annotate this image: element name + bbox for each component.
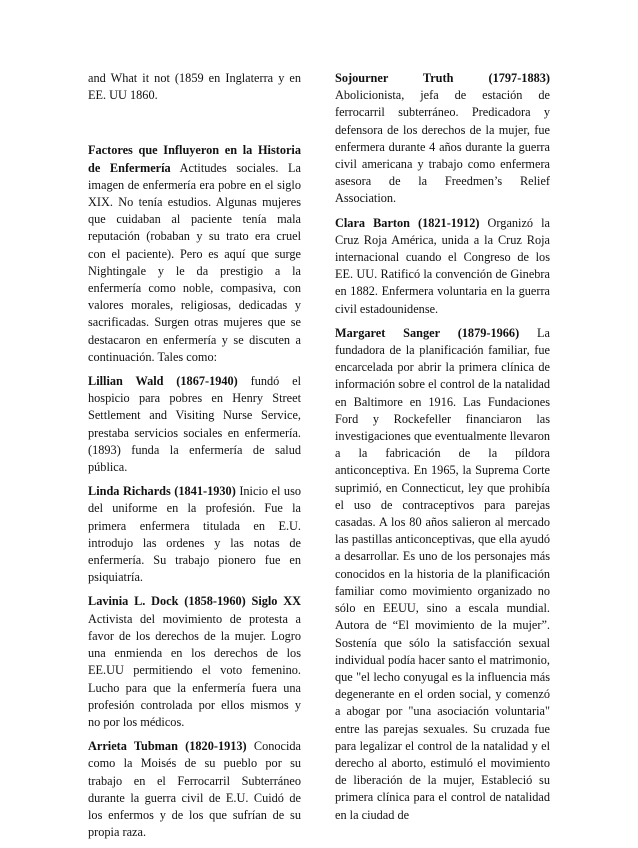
paragraph-text: Actitudes sociales. La imagen de enfermería era pobre en el siglo XIX. No tenía estudios. Algunas mujeres que cuidaban al paciente tenía mala reputación (robaban y su trato era cruel con el paciente). Pero es aquí que surge Nightingale y le da prestigio a la enfermería como noble, compasiva, con valores morales, religiosas, dedicadas y sacrificadas. Surgen otras mujeres que se destacaron en enfermería y se discuten a continuación. Tales como: xyxy=(88,160,301,364)
paragraph-lead: Lillian Wald (1867-1940) xyxy=(88,374,238,389)
paragraph-sojourner-truth xyxy=(335,70,550,208)
paragraph-lavinia-dock xyxy=(88,593,301,731)
paragraph-text: Organizó la Cruz Roja América, unida a la Cruz Roja internacional cuando el Congreso de los EE. UU. Ratificó la convención de Ginebra en 1882. Enfermera voluntaria en la guerra civil estadounidense. xyxy=(335,215,550,316)
paragraph-text: Activista del movimiento de protesta a favor de los derechos de la mujer. Logro una enmienda en los derechos de los EE.UU permitiendo el voto femenino. Lucho para que la enfermería fuera una profesión controlada por ellos mismos y no por los médicos. xyxy=(88,611,301,729)
paragraph-text: Conocida como la Moisés de su pueblo por su trabajo en el Ferrocarril Subterráneo durante la guerra civil de E.U. Cuidó de los enfermos y de los que sufrían de su propia raza. xyxy=(88,739,302,840)
paragraph-lead: Lavinia L. Dock (1858-1960) Siglo XX xyxy=(88,594,301,609)
right-column xyxy=(335,70,550,831)
paragraph-lead: Clara Barton (1821-1912) xyxy=(335,215,480,230)
left-column xyxy=(88,70,301,848)
paragraph-lead: Linda Richards (1841-1930) xyxy=(88,484,236,499)
paragraph-linda-richards xyxy=(88,483,301,586)
paragraph-factores xyxy=(88,142,301,366)
paragraph-text: Abolicionista, jefa de estación de ferrocarril subterráneo. Predicadora y defensora de los derechos de la mujer, fue enfermera durante 4 años durante la guerra civil americana y trabajo como enfermera asesora de la Freedmen’s Relief Association. xyxy=(335,88,550,206)
paragraph-lead: Arrieta Tubman (1820-1913) xyxy=(88,739,247,754)
paragraph-text: and What it not (1859 en Inglaterra y en EE. UU 1860. xyxy=(88,71,301,103)
paragraph-lead: Factores que Influyeron en la Historia de Enfermería xyxy=(88,143,301,175)
paragraph-intro xyxy=(88,70,301,104)
paragraph-lillian-wald xyxy=(88,373,301,476)
paragraph-text: La fundadora de la planificación familiar, fue encarcelada por abrir la primera clínica de información sobre el control de la natalidad en Baltimore en 1916. Las Fundaciones Ford y Rockefeller financiaron las investigaciones que eventualmente llevaron a la fabricación de la píldora anticonceptiva. En 1965, la Suprema Corte suprimió, en Connecticut, ley que prohibía el uso de contraceptivos para parejas casadas. A los 80 años salieron al mercado las pastillas anticonceptivas, que ella ayudó a desarrollar. Es uno de los personajes más conocidos en la historia de la planificación familiar como movimiento organizado no sólo en EEUU, sino a escala mundial. Autora de “El movimiento de la mujer”. Sostenía que sólo la satisfacción sexual individual podía hacer santo el matrimonio, que "el lecho conyugal es la influencia más degenerante en el orden social, y comenzó a abogar por "una asociación voluntaria" entre las parejas sexuales. Su cruzada fue para legalizar el control de la natalidad y el derecho al aborto, estimuló el movimiento de liberación de la mujer, Estableció su primera clínica para el control de natalidad en la ciudad de xyxy=(335,325,551,822)
paragraph-text: fundó el hospicio para pobres en Henry Street Settlement and Visiting Nurse Service, prestaba servicios sociales en enfermería. (1893) funda la enfermería de salud pública. xyxy=(88,374,301,475)
paragraph-margaret-sanger xyxy=(335,325,550,824)
paragraph-lead: Margaret Sanger (1879-1966) xyxy=(335,325,520,340)
paragraph-clara-barton xyxy=(335,215,550,318)
paragraph-text: Inicio el uso del uniforme en la profesión. Fue la primera enfermera titulada en E.U. introdujo las ordenes y las notas de enfermería. Su trabajo pionero fue en psiquiatría. xyxy=(88,484,301,585)
paragraph-lead: Sojourner Truth (1797-1883) xyxy=(335,71,550,85)
